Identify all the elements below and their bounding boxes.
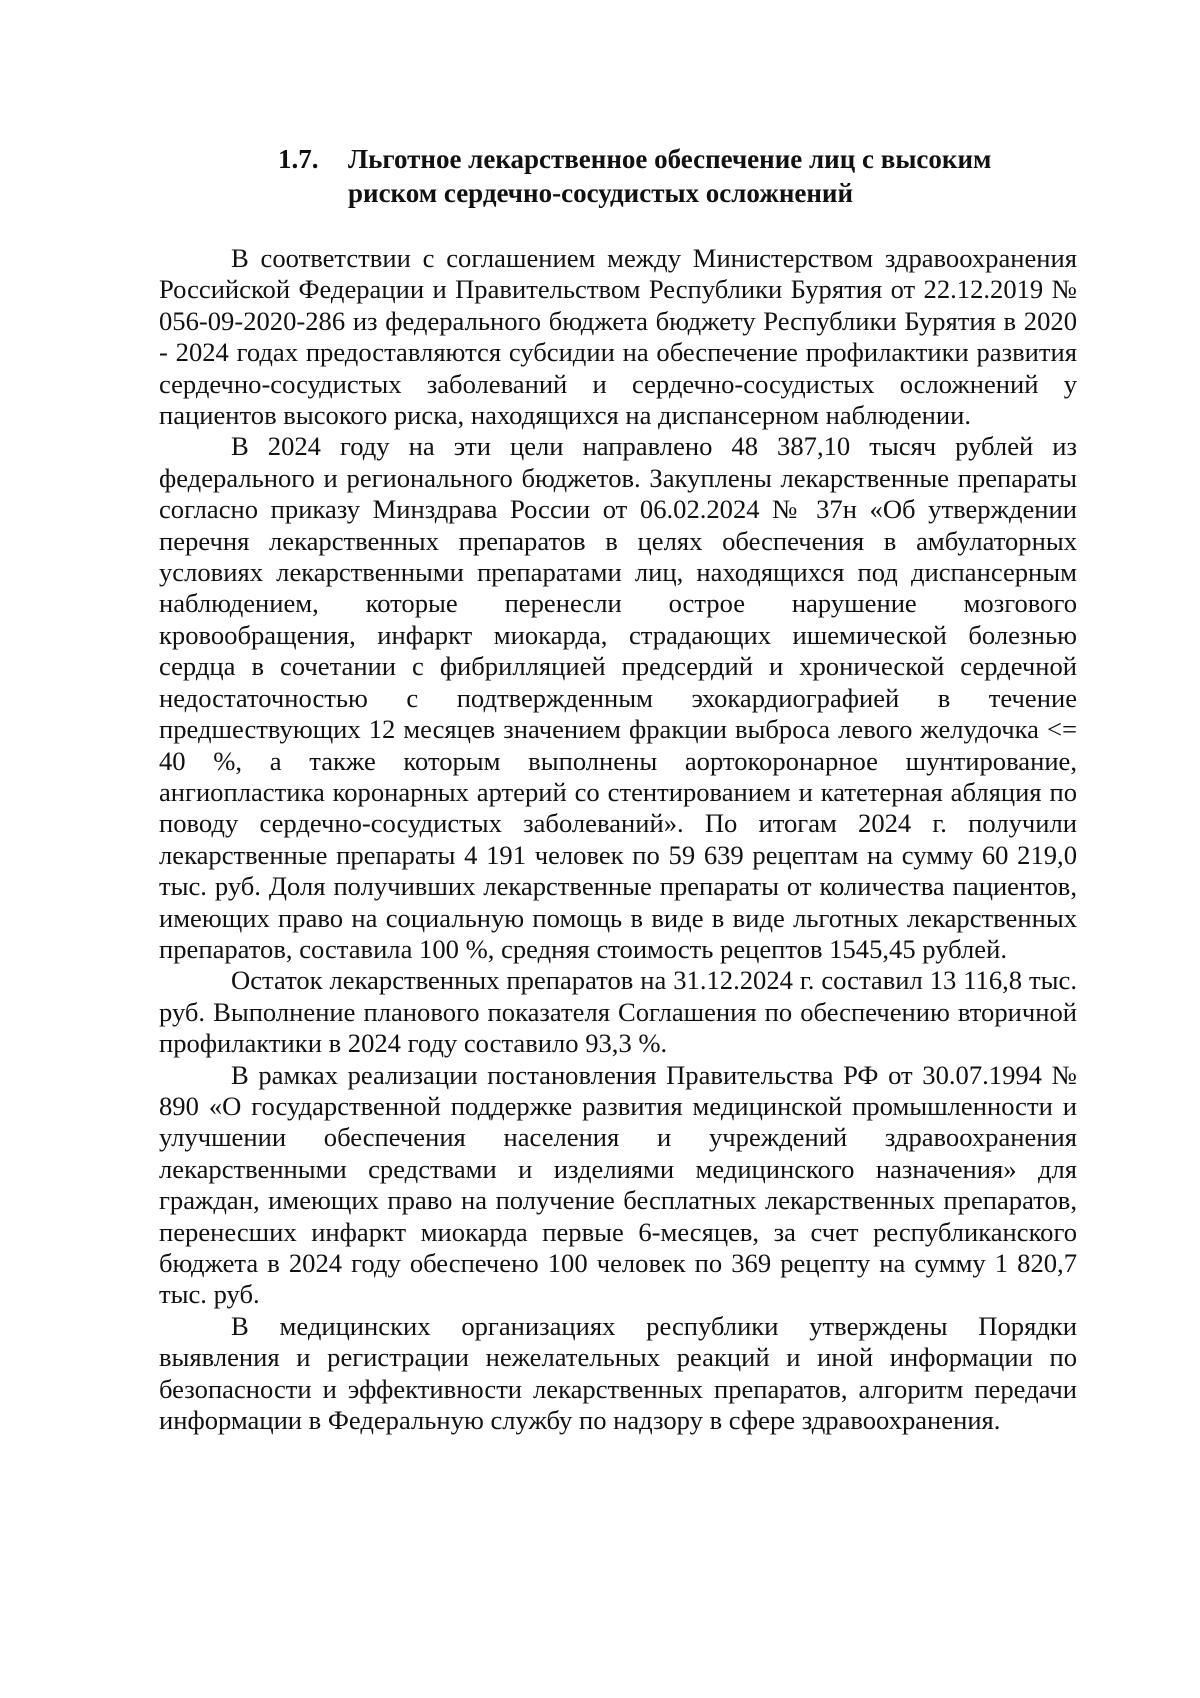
section-title-line-1: Льготное лекарственное обеспечение лиц с высоким <box>348 144 992 174</box>
section-number: 1.7. <box>278 144 319 174</box>
paragraph-drug-balance: Остаток лекарственных препаратов на 31.12.2024 г. составил 13 116,8 тыс. руб. Выполнение планового показателя Соглашения по обеспечению вторичной профилактики в 2024 году составило 93,3 %. <box>159 965 1077 1059</box>
paragraph-funding-2024: В 2024 году на эти цели направлено 48 387,10 тысяч рублей из федерального и регионального бюджетов. Закуплены лекарственные препараты согласно приказу Минздрава России от 06.02.2024 № 37н «Об утверждении перечня лекарственных препаратов в целях обеспечения в амбулаторных условиях лекарственными препаратами лиц, находящихся под диспансерным наблюдением, которые перенесли острое нарушение мозгового кровообращения, инфаркт миокарда, страдающих ишемической болезнью сердца в сочетании с фибрилляцией предсердий и хронической сердечной недостаточностью с подтвержденным эхокардиографией в течение предшествующих 12 месяцев значением фракции выброса левого желудочка <= 40 %, а также которым выполнены аортокоронарное шунтирование, ангиопластика коронарных артерий со стентированием и катетерная абляция по поводу сердечно-сосудистых заболеваний». По итогам 2024 г. получили лекарственные препараты 4 191 человек по 59 639 рецептам на сумму 60 219,0 тыс. руб. Доля получивших лекарственные препараты от количества пациентов, имеющих право на социальную помощь в виде в виде льготных лекарственных препаратов, составила 100 %, средняя стоимость рецептов 1545,45 рублей. <box>159 431 1077 964</box>
paragraph-resolution-890: В рамках реализации постановления Правительства РФ от 30.07.1994 № 890 «О государственной поддержке развития медицинской промышленности и улучшении обеспечения населения и учреждений здравоохранения лекарственными средствами и изделиями медицинского назначения» для граждан, имеющих право на получение бесплатных лекарственных препаратов, перенесших инфаркт миокарда первые 6-месяцев, за счет республиканского бюджета в 2024 году обеспечено 100 человек по 369 рецепту на сумму 1 820,7 тыс. руб. <box>159 1059 1077 1310</box>
section-title-line-2: риском сердечно-сосудистых осложнений <box>348 178 854 208</box>
body-text <box>159 243 1077 1436</box>
paragraph-adverse-reactions: В медицинских организациях республики утверждены Порядки выявления и регистрации нежелательных реакций и иной информации по безопасности и эффективности лекарственных препаратов, алгоритм передачи информации в Федеральную службу по надзору в сфере здравоохранения. <box>159 1310 1077 1436</box>
paragraph-subsidy-agreement: В соответствии с соглашением между Министерством здравоохранения Российской Федерации и Правительством Республики Бурятия от 22.12.2019 № 056-09-2020-286 из федерального бюджета бюджету Республики Бурятия в 2020 - 2024 годах предоставляются субсидии на обеспечение профилактики развития сердечно-сосудистых заболеваний и сердечно-сосудистых осложнений у пациентов высокого риска, находящихся на диспансерном наблюдении. <box>159 243 1077 431</box>
section-heading <box>278 142 1048 210</box>
